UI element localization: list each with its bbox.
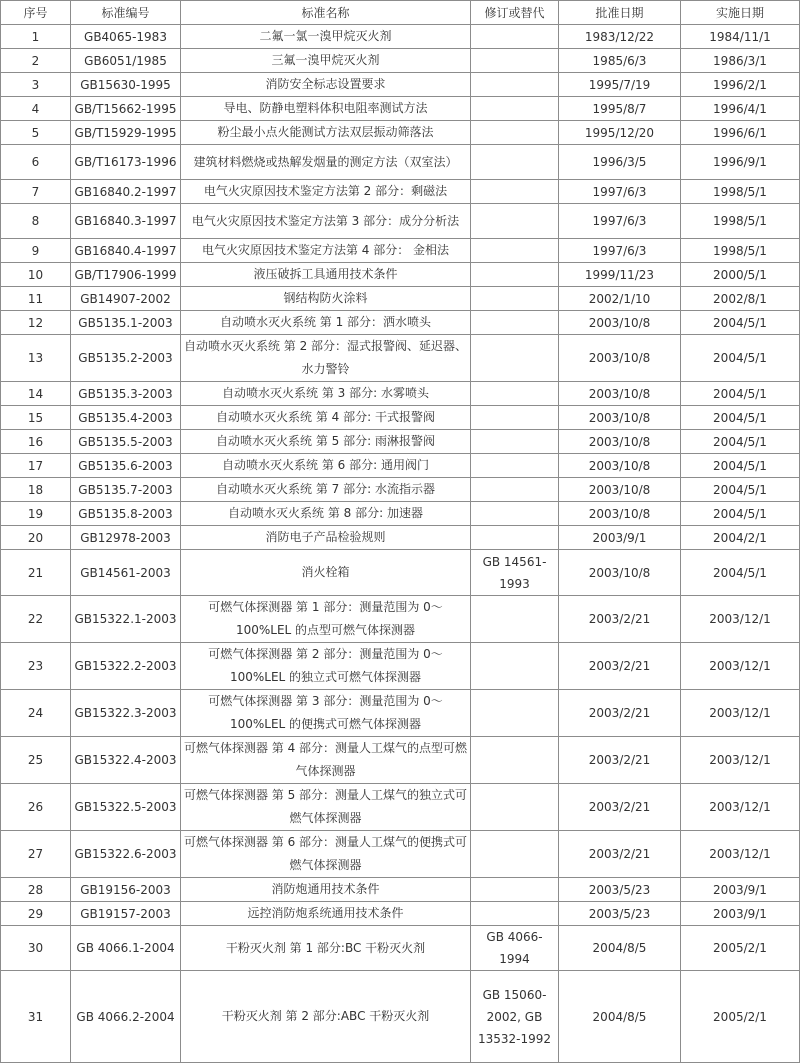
table-row	[1, 478, 800, 502]
table-row	[1, 502, 800, 526]
standard-name: 粉尘最小点火能测试方法双层振动筛落法	[181, 121, 471, 145]
table-row	[1, 121, 800, 145]
row-number: 17	[1, 454, 71, 478]
standard-name: 自动喷水灭火系统 第 6 部分: 通用阀门	[181, 454, 471, 478]
effective-date: 2004/5/1	[681, 502, 800, 526]
approval-date: 2003/10/8	[559, 454, 681, 478]
standard-code: GB15322.1-2003	[71, 596, 181, 643]
row-number: 23	[1, 643, 71, 690]
table-row	[1, 737, 800, 784]
approval-date: 1997/6/3	[559, 180, 681, 204]
approval-date: 2003/10/8	[559, 478, 681, 502]
approval-date: 1985/6/3	[559, 49, 681, 73]
replacement	[471, 73, 559, 97]
replacement	[471, 263, 559, 287]
approval-date: 1996/3/5	[559, 145, 681, 180]
row-number: 18	[1, 478, 71, 502]
row-number: 9	[1, 239, 71, 263]
approval-date: 2002/1/10	[559, 287, 681, 311]
row-number: 27	[1, 831, 71, 878]
standard-code: GB15630-1995	[71, 73, 181, 97]
table-row	[1, 263, 800, 287]
replacement	[471, 311, 559, 335]
standard-code: GB 4066.2-2004	[71, 971, 181, 1063]
standard-code: GB5135.3-2003	[71, 382, 181, 406]
approval-date: 1983/12/22	[559, 25, 681, 49]
table-row	[1, 454, 800, 478]
replacement	[471, 406, 559, 430]
standard-name: 可燃气体探测器 第 4 部分：测量人工煤气的点型可燃气体探测器	[181, 737, 471, 784]
row-number: 31	[1, 971, 71, 1063]
effective-date: 1996/9/1	[681, 145, 800, 180]
standard-name: 消防安全标志设置要求	[181, 73, 471, 97]
replacement	[471, 49, 559, 73]
effective-date: 1998/5/1	[681, 239, 800, 263]
approval-date: 1997/6/3	[559, 239, 681, 263]
row-number: 1	[1, 25, 71, 49]
standard-code: GB15322.2-2003	[71, 643, 181, 690]
replacement	[471, 97, 559, 121]
approval-date: 1995/7/19	[559, 73, 681, 97]
standard-name: 干粉灭火剂 第 2 部分:ABC 干粉灭火剂	[181, 971, 471, 1063]
table-row	[1, 287, 800, 311]
effective-date: 1996/2/1	[681, 73, 800, 97]
standard-name: 可燃气体探测器 第 5 部分：测量人工煤气的独立式可燃气体探测器	[181, 784, 471, 831]
replacement	[471, 643, 559, 690]
standard-code: GB19157-2003	[71, 902, 181, 926]
table-row	[1, 311, 800, 335]
effective-date: 2002/8/1	[681, 287, 800, 311]
standard-code: GB19156-2003	[71, 878, 181, 902]
effective-date: 2003/12/1	[681, 690, 800, 737]
standard-code: GB16840.2-1997	[71, 180, 181, 204]
approval-date: 1997/6/3	[559, 204, 681, 239]
row-number: 7	[1, 180, 71, 204]
row-number: 8	[1, 204, 71, 239]
row-number: 5	[1, 121, 71, 145]
approval-date: 2003/2/21	[559, 737, 681, 784]
effective-date: 2004/2/1	[681, 526, 800, 550]
row-number: 2	[1, 49, 71, 73]
replacement	[471, 690, 559, 737]
table-row	[1, 784, 800, 831]
table-row	[1, 430, 800, 454]
approval-date: 2003/10/8	[559, 430, 681, 454]
replacement	[471, 287, 559, 311]
standard-name: 自动喷水灭火系统 第 2 部分：湿式报警阀、延迟器、水力警铃	[181, 335, 471, 382]
replacement	[471, 454, 559, 478]
table-row	[1, 406, 800, 430]
effective-date: 2003/9/1	[681, 878, 800, 902]
effective-date: 2005/2/1	[681, 971, 800, 1063]
standard-code: GB14561-2003	[71, 550, 181, 596]
standard-name: 自动喷水灭火系统 第 5 部分: 雨淋报警阀	[181, 430, 471, 454]
effective-date: 2003/12/1	[681, 643, 800, 690]
replacement	[471, 502, 559, 526]
standard-name: 导电、防静电塑料体积电阻率测试方法	[181, 97, 471, 121]
approval-date: 1995/8/7	[559, 97, 681, 121]
row-number: 19	[1, 502, 71, 526]
standard-name: 消防电子产品检验规则	[181, 526, 471, 550]
standard-code: GB5135.8-2003	[71, 502, 181, 526]
replacement	[471, 335, 559, 382]
table-row	[1, 335, 800, 382]
approval-date: 2003/10/8	[559, 406, 681, 430]
approval-date: 2003/10/8	[559, 550, 681, 596]
row-number: 24	[1, 690, 71, 737]
row-number: 14	[1, 382, 71, 406]
effective-date: 2003/12/1	[681, 737, 800, 784]
standard-code: GB/T15929-1995	[71, 121, 181, 145]
row-number: 26	[1, 784, 71, 831]
approval-date: 2003/2/21	[559, 831, 681, 878]
effective-date: 2004/5/1	[681, 311, 800, 335]
table-row	[1, 204, 800, 239]
approval-date: 2003/10/8	[559, 311, 681, 335]
approval-date: 2004/8/5	[559, 971, 681, 1063]
standard-name: 建筑材料燃烧或热解发烟量的测定方法（双室法）	[181, 145, 471, 180]
standard-name: 消火栓箱	[181, 550, 471, 596]
standard-name: 自动喷水灭火系统 第 8 部分: 加速器	[181, 502, 471, 526]
replacement	[471, 121, 559, 145]
header-effective-date: 实施日期	[681, 1, 800, 25]
approval-date: 2003/2/21	[559, 643, 681, 690]
header-replace: 修订或替代	[471, 1, 559, 25]
standard-code: GB15322.6-2003	[71, 831, 181, 878]
standard-code: GB/T17906-1999	[71, 263, 181, 287]
standard-code: GB5135.7-2003	[71, 478, 181, 502]
effective-date: 2005/2/1	[681, 926, 800, 971]
table-row	[1, 382, 800, 406]
standard-name: 自动喷水灭火系统 第 7 部分: 水流指示器	[181, 478, 471, 502]
row-number: 29	[1, 902, 71, 926]
approval-date: 1995/12/20	[559, 121, 681, 145]
replacement	[471, 25, 559, 49]
replacement	[471, 180, 559, 204]
table-row	[1, 25, 800, 49]
table-row	[1, 596, 800, 643]
standard-code: GB5135.2-2003	[71, 335, 181, 382]
standard-name: 电气火灾原因技术鉴定方法第 4 部分： 金相法	[181, 239, 471, 263]
standard-name: 电气火灾原因技术鉴定方法第 2 部分：剩磁法	[181, 180, 471, 204]
replacement	[471, 382, 559, 406]
standard-name: 二氟一氯一溴甲烷灭火剂	[181, 25, 471, 49]
table-row	[1, 902, 800, 926]
approval-date: 2003/10/8	[559, 502, 681, 526]
replacement	[471, 596, 559, 643]
approval-date: 2003/2/21	[559, 690, 681, 737]
replacement	[471, 878, 559, 902]
effective-date: 2004/5/1	[681, 406, 800, 430]
row-number: 15	[1, 406, 71, 430]
replacement	[471, 145, 559, 180]
header-row	[1, 1, 800, 25]
standard-name: 可燃气体探测器 第 6 部分：测量人工煤气的便携式可燃气体探测器	[181, 831, 471, 878]
standard-name: 三氟一溴甲烷灭火剂	[181, 49, 471, 73]
effective-date: 1984/11/1	[681, 25, 800, 49]
replacement	[471, 902, 559, 926]
row-number: 6	[1, 145, 71, 180]
header-no: 序号	[1, 1, 71, 25]
replacement: GB 15060-2002, GB 13532-1992	[471, 971, 559, 1063]
table-row	[1, 971, 800, 1063]
standard-name: 钢结构防火涂料	[181, 287, 471, 311]
standard-name: 自动喷水灭火系统 第 4 部分: 干式报警阀	[181, 406, 471, 430]
replacement	[471, 239, 559, 263]
standard-name: 可燃气体探测器 第 1 部分：测量范围为 0～100%LEL 的点型可燃气体探测器	[181, 596, 471, 643]
standard-name: 液压破拆工具通用技术条件	[181, 263, 471, 287]
row-number: 13	[1, 335, 71, 382]
row-number: 10	[1, 263, 71, 287]
effective-date: 2003/12/1	[681, 831, 800, 878]
effective-date: 2003/9/1	[681, 902, 800, 926]
standard-name: 电气火灾原因技术鉴定方法第 3 部分：成分分析法	[181, 204, 471, 239]
effective-date: 2000/5/1	[681, 263, 800, 287]
replacement	[471, 737, 559, 784]
standard-code: GB 4066.1-2004	[71, 926, 181, 971]
table-row	[1, 831, 800, 878]
standard-name: 消防炮通用技术条件	[181, 878, 471, 902]
table-row	[1, 926, 800, 971]
header-code: 标准编号	[71, 1, 181, 25]
approval-date: 2003/2/21	[559, 784, 681, 831]
row-number: 16	[1, 430, 71, 454]
standard-code: GB6051/1985	[71, 49, 181, 73]
effective-date: 1998/5/1	[681, 180, 800, 204]
effective-date: 1996/6/1	[681, 121, 800, 145]
replacement	[471, 430, 559, 454]
standard-name: 自动喷水灭火系统 第 1 部分：洒水喷头	[181, 311, 471, 335]
effective-date: 2004/5/1	[681, 335, 800, 382]
standard-code: GB/T15662-1995	[71, 97, 181, 121]
standard-name: 远控消防炮系统通用技术条件	[181, 902, 471, 926]
table-body	[1, 25, 800, 1063]
replacement: GB 14561-1993	[471, 550, 559, 596]
row-number: 25	[1, 737, 71, 784]
approval-date: 2003/10/8	[559, 382, 681, 406]
standard-name: 自动喷水灭火系统 第 3 部分: 水雾喷头	[181, 382, 471, 406]
effective-date: 2004/5/1	[681, 430, 800, 454]
row-number: 22	[1, 596, 71, 643]
replacement	[471, 784, 559, 831]
approval-date: 2003/5/23	[559, 878, 681, 902]
table-row	[1, 239, 800, 263]
standard-code: GB4065-1983	[71, 25, 181, 49]
table-row	[1, 73, 800, 97]
standard-code: GB15322.5-2003	[71, 784, 181, 831]
standard-name: 干粉灭火剂 第 1 部分:BC 干粉灭火剂	[181, 926, 471, 971]
standard-code: GB/T16173-1996	[71, 145, 181, 180]
effective-date: 2004/5/1	[681, 382, 800, 406]
table-row	[1, 878, 800, 902]
replacement	[471, 478, 559, 502]
table-row	[1, 97, 800, 121]
header-approve-date: 批准日期	[559, 1, 681, 25]
approval-date: 2003/9/1	[559, 526, 681, 550]
row-number: 21	[1, 550, 71, 596]
approval-date: 2003/10/8	[559, 335, 681, 382]
approval-date: 1999/11/23	[559, 263, 681, 287]
row-number: 4	[1, 97, 71, 121]
replacement	[471, 831, 559, 878]
standard-code: GB5135.6-2003	[71, 454, 181, 478]
table-row	[1, 643, 800, 690]
effective-date: 1986/3/1	[681, 49, 800, 73]
row-number: 20	[1, 526, 71, 550]
row-number: 3	[1, 73, 71, 97]
standard-code: GB15322.4-2003	[71, 737, 181, 784]
table-row	[1, 526, 800, 550]
row-number: 12	[1, 311, 71, 335]
table-row	[1, 49, 800, 73]
replacement: GB 4066-1994	[471, 926, 559, 971]
effective-date: 2004/5/1	[681, 550, 800, 596]
approval-date: 2003/5/23	[559, 902, 681, 926]
standard-code: GB5135.5-2003	[71, 430, 181, 454]
standard-code: GB15322.3-2003	[71, 690, 181, 737]
header-name: 标准名称	[181, 1, 471, 25]
table-row	[1, 145, 800, 180]
standard-code: GB16840.3-1997	[71, 204, 181, 239]
standard-code: GB5135.1-2003	[71, 311, 181, 335]
standard-code: GB12978-2003	[71, 526, 181, 550]
approval-date: 2004/8/5	[559, 926, 681, 971]
standard-name: 可燃气体探测器 第 2 部分：测量范围为 0～100%LEL 的独立式可燃气体探测器	[181, 643, 471, 690]
standard-code: GB14907-2002	[71, 287, 181, 311]
row-number: 11	[1, 287, 71, 311]
effective-date: 2003/12/1	[681, 784, 800, 831]
effective-date: 1998/5/1	[681, 204, 800, 239]
effective-date: 2003/12/1	[681, 596, 800, 643]
table-row	[1, 550, 800, 596]
effective-date: 1996/4/1	[681, 97, 800, 121]
approval-date: 2003/2/21	[559, 596, 681, 643]
standard-name: 可燃气体探测器 第 3 部分：测量范围为 0～100%LEL 的便携式可燃气体探测器	[181, 690, 471, 737]
replacement	[471, 526, 559, 550]
standard-code: GB5135.4-2003	[71, 406, 181, 430]
effective-date: 2004/5/1	[681, 478, 800, 502]
effective-date: 2004/5/1	[681, 454, 800, 478]
replacement	[471, 204, 559, 239]
table-row	[1, 180, 800, 204]
standard-code: GB16840.4-1997	[71, 239, 181, 263]
row-number: 28	[1, 878, 71, 902]
table-row	[1, 690, 800, 737]
row-number: 30	[1, 926, 71, 971]
